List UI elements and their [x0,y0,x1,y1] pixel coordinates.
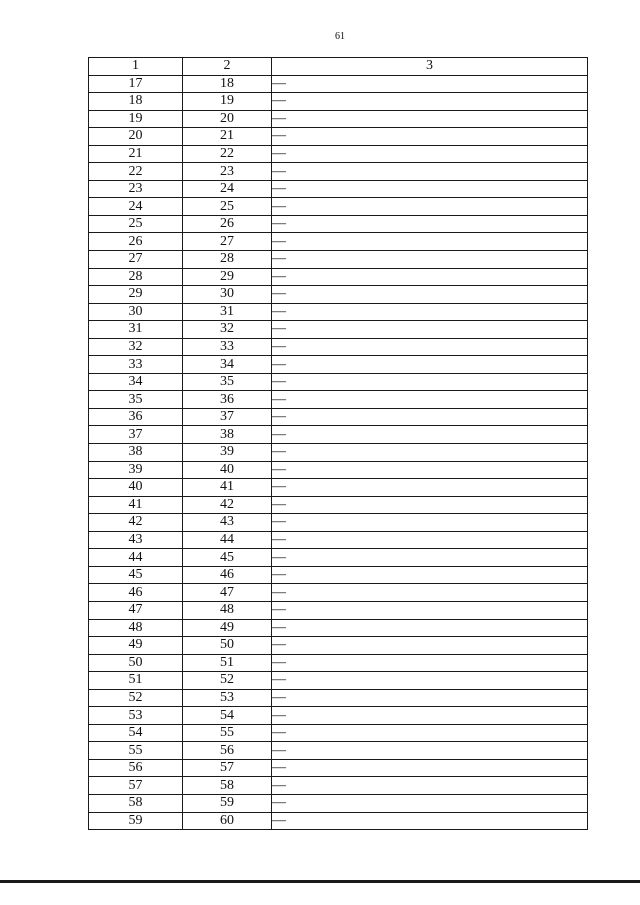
cell-col-1: 35 [89,391,183,409]
cell-col-1: 50 [89,654,183,672]
cell-col-3: — [272,619,588,637]
cell-col-2: 60 [183,812,272,830]
cell-col-3: — [272,794,588,812]
cell-col-1: 43 [89,531,183,549]
cell-col-2: 59 [183,794,272,812]
cell-col-2: 36 [183,391,272,409]
table-row [89,672,588,690]
cell-col-1: 18 [89,93,183,111]
cell-col-3: — [272,759,588,777]
cell-col-1: 53 [89,707,183,725]
cell-col-2: 40 [183,461,272,479]
cell-col-1: 20 [89,128,183,146]
cell-col-1: 54 [89,724,183,742]
cell-col-2: 50 [183,637,272,655]
cell-col-1: 22 [89,163,183,181]
table-header [89,58,588,76]
cell-col-1: 31 [89,321,183,339]
table-row [89,601,588,619]
cell-col-3: — [272,812,588,830]
cell-col-2: 48 [183,601,272,619]
table-row [89,391,588,409]
cell-col-2: 20 [183,110,272,128]
cell-col-2: 56 [183,742,272,760]
cell-col-2: 24 [183,180,272,198]
table-row [89,777,588,795]
cell-col-1: 25 [89,215,183,233]
cell-col-1: 44 [89,549,183,567]
table-row [89,75,588,93]
table-row [89,584,588,602]
table-row [89,812,588,830]
table-row [89,110,588,128]
cell-col-2: 49 [183,619,272,637]
cell-col-3: — [272,180,588,198]
table-row [89,198,588,216]
cell-col-1: 24 [89,198,183,216]
table-row [89,128,588,146]
cell-col-1: 48 [89,619,183,637]
table-row [89,637,588,655]
table-row [89,145,588,163]
cell-col-2: 33 [183,338,272,356]
cell-col-1: 42 [89,514,183,532]
cell-col-2: 58 [183,777,272,795]
cell-col-1: 56 [89,759,183,777]
cell-col-2: 21 [183,128,272,146]
cell-col-2: 29 [183,268,272,286]
cell-col-2: 25 [183,198,272,216]
table-body [89,75,588,830]
cell-col-2: 35 [183,373,272,391]
cell-col-3: — [272,777,588,795]
cell-col-2: 42 [183,496,272,514]
cell-col-3: — [272,93,588,111]
table-row [89,794,588,812]
cell-col-2: 22 [183,145,272,163]
cell-col-3: — [272,145,588,163]
cell-col-3: — [272,444,588,462]
cell-col-2: 57 [183,759,272,777]
cell-col-3: — [272,724,588,742]
table-row [89,356,588,374]
table-row [89,373,588,391]
cell-col-3: — [272,461,588,479]
cell-col-2: 39 [183,444,272,462]
table-header-row [89,58,588,76]
column-header-1: 1 [89,58,183,76]
table-row [89,251,588,269]
cell-col-3: — [272,566,588,584]
cell-col-2: 55 [183,724,272,742]
table-row [89,619,588,637]
cell-col-2: 31 [183,303,272,321]
table-row [89,408,588,426]
table-row [89,514,588,532]
cell-col-3: — [272,128,588,146]
cell-col-2: 53 [183,689,272,707]
cell-col-1: 47 [89,601,183,619]
cell-col-1: 46 [89,584,183,602]
table-row [89,233,588,251]
table-row [89,163,588,181]
cell-col-1: 40 [89,479,183,497]
cell-col-3: — [272,549,588,567]
table-row [89,759,588,777]
cell-col-2: 34 [183,356,272,374]
data-table [88,57,588,830]
table-row [89,286,588,304]
cell-col-1: 45 [89,566,183,584]
table-row [89,180,588,198]
cell-col-1: 58 [89,794,183,812]
cell-col-1: 57 [89,777,183,795]
table-row [89,303,588,321]
cell-col-2: 27 [183,233,272,251]
cell-col-3: — [272,373,588,391]
cell-col-3: — [272,742,588,760]
cell-col-3: — [272,479,588,497]
table-row [89,338,588,356]
cell-col-3: — [272,496,588,514]
cell-col-1: 41 [89,496,183,514]
table-row [89,689,588,707]
cell-col-1: 21 [89,145,183,163]
cell-col-1: 38 [89,444,183,462]
cell-col-2: 43 [183,514,272,532]
column-header-3: 3 [272,58,588,76]
cell-col-3: — [272,338,588,356]
cell-col-2: 41 [183,479,272,497]
table-row [89,479,588,497]
page-number: 61 [335,31,345,42]
cell-col-2: 26 [183,215,272,233]
cell-col-3: — [272,391,588,409]
cell-col-1: 39 [89,461,183,479]
cell-col-2: 32 [183,321,272,339]
cell-col-3: — [272,637,588,655]
cell-col-3: — [272,321,588,339]
table-row [89,426,588,444]
table-row [89,654,588,672]
cell-col-3: — [272,408,588,426]
cell-col-2: 51 [183,654,272,672]
cell-col-2: 23 [183,163,272,181]
table-row [89,321,588,339]
table-row [89,496,588,514]
table-row [89,724,588,742]
cell-col-3: — [272,672,588,690]
cell-col-1: 51 [89,672,183,690]
table-row [89,742,588,760]
table-row [89,549,588,567]
cell-col-3: — [272,531,588,549]
cell-col-1: 33 [89,356,183,374]
cell-col-1: 36 [89,408,183,426]
table-row [89,531,588,549]
cell-col-2: 52 [183,672,272,690]
bottom-rule [0,880,640,883]
table-row [89,461,588,479]
cell-col-3: — [272,601,588,619]
cell-col-3: — [272,514,588,532]
cell-col-2: 46 [183,566,272,584]
cell-col-3: — [272,75,588,93]
cell-col-1: 30 [89,303,183,321]
table-row [89,707,588,725]
cell-col-1: 52 [89,689,183,707]
cell-col-1: 17 [89,75,183,93]
table-row [89,444,588,462]
cell-col-1: 26 [89,233,183,251]
cell-col-3: — [272,233,588,251]
cell-col-3: — [272,198,588,216]
cell-col-3: — [272,356,588,374]
cell-col-1: 19 [89,110,183,128]
cell-col-2: 44 [183,531,272,549]
cell-col-3: — [272,584,588,602]
cell-col-1: 59 [89,812,183,830]
cell-col-3: — [272,707,588,725]
cell-col-3: — [272,215,588,233]
cell-col-3: — [272,654,588,672]
table-row [89,215,588,233]
cell-col-3: — [272,268,588,286]
cell-col-3: — [272,303,588,321]
cell-col-1: 23 [89,180,183,198]
cell-col-2: 54 [183,707,272,725]
cell-col-3: — [272,689,588,707]
cell-col-2: 19 [183,93,272,111]
table-row [89,268,588,286]
cell-col-1: 29 [89,286,183,304]
cell-col-1: 55 [89,742,183,760]
cell-col-2: 37 [183,408,272,426]
cell-col-2: 30 [183,286,272,304]
cell-col-3: — [272,286,588,304]
cell-col-1: 28 [89,268,183,286]
column-header-2: 2 [183,58,272,76]
cell-col-1: 32 [89,338,183,356]
cell-col-2: 18 [183,75,272,93]
cell-col-3: — [272,251,588,269]
cell-col-2: 45 [183,549,272,567]
cell-col-1: 37 [89,426,183,444]
cell-col-3: — [272,163,588,181]
cell-col-1: 49 [89,637,183,655]
cell-col-2: 47 [183,584,272,602]
cell-col-1: 34 [89,373,183,391]
cell-col-3: — [272,426,588,444]
table-row [89,566,588,584]
table-row [89,93,588,111]
cell-col-2: 28 [183,251,272,269]
cell-col-3: — [272,110,588,128]
cell-col-2: 38 [183,426,272,444]
cell-col-1: 27 [89,251,183,269]
